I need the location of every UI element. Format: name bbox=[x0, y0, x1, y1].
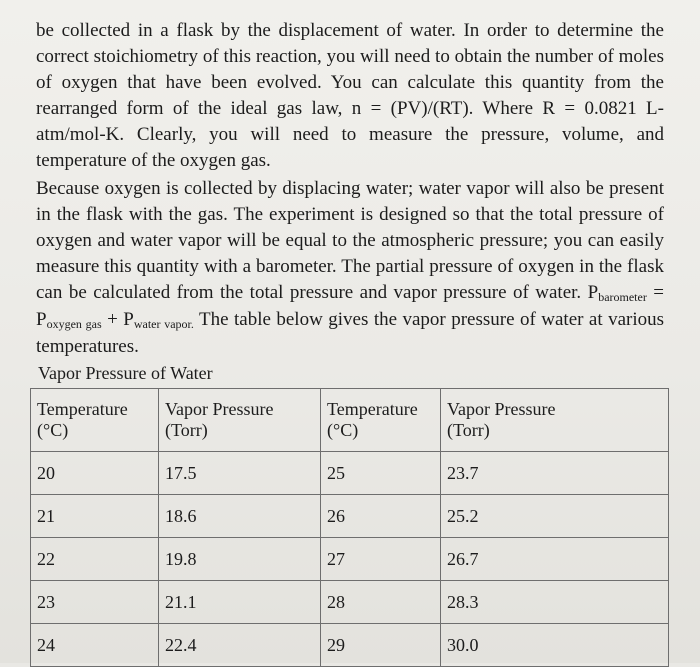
table-cell: 21 bbox=[31, 495, 159, 538]
table-cell: 19.8 bbox=[159, 538, 321, 581]
table-cell: 24 bbox=[31, 624, 159, 667]
table-cell: 17.5 bbox=[159, 452, 321, 495]
table-cell: 25 bbox=[321, 452, 441, 495]
table-cell: 26.7 bbox=[441, 538, 669, 581]
equation-p-water: P bbox=[123, 309, 134, 330]
header-unit: (Torr) bbox=[447, 420, 490, 440]
header-unit: (°C) bbox=[37, 420, 69, 440]
table-cell: 28.3 bbox=[441, 581, 669, 624]
header-unit: (°C) bbox=[327, 420, 359, 440]
equation-period: . bbox=[190, 317, 194, 331]
header-vapor-pressure-2 bbox=[441, 389, 669, 452]
header-temperature-1 bbox=[31, 389, 159, 452]
table-row bbox=[31, 495, 669, 538]
header-label: Vapor Pressure bbox=[447, 399, 556, 419]
table-cell: 26 bbox=[321, 495, 441, 538]
table-cell: 20 bbox=[31, 452, 159, 495]
table-row bbox=[31, 452, 669, 495]
table-cell: 21.1 bbox=[159, 581, 321, 624]
table-cell: 23.7 bbox=[441, 452, 669, 495]
paragraph-ideal-gas: be collected in a flask by the displacement of water. In order to determine the correct stoichiometry of this reaction, you will need to obtain the number of moles of oxygen that have been evolved. You can calculate this quantity from the rearranged form of the ideal gas law, n = (PV)/(RT). Where R = 0.0821 L-atm/mol-K. Clearly, you will need to measure the pressure, volume, and temperature of the oxygen gas. bbox=[36, 20, 664, 171]
vapor-pressure-table bbox=[30, 388, 669, 667]
table-cell: 27 bbox=[321, 538, 441, 581]
header-temperature-2 bbox=[321, 389, 441, 452]
table-cell: 28 bbox=[321, 581, 441, 624]
equation-sub-water: water vapor bbox=[133, 317, 191, 331]
equation-p-barometer: P bbox=[587, 282, 599, 303]
equation-equals: = bbox=[653, 282, 665, 303]
header-unit: (Torr) bbox=[165, 420, 208, 440]
header-label: Vapor Pressure bbox=[165, 399, 274, 419]
table-cell: 30.0 bbox=[441, 624, 669, 667]
table-row bbox=[31, 624, 669, 667]
table-cell: 18.6 bbox=[159, 495, 321, 538]
equation-sub-barometer: barometer bbox=[598, 290, 647, 304]
header-vapor-pressure-1 bbox=[159, 389, 321, 452]
equation-plus: + bbox=[107, 309, 118, 330]
header-label: Temperature bbox=[327, 399, 418, 419]
table-row bbox=[31, 581, 669, 624]
table-row bbox=[31, 538, 669, 581]
table-cell: 29 bbox=[321, 624, 441, 667]
paragraph-vapor-pressure-text: Because oxygen is collected by displacing water; water vapor will also be present in the flask with the gas. The experiment is designed so that the total pressure of oxygen and water vapor will be equal to the atmospheric pressure; you can easily measure this quantity with a barometer. The partial pressure of oxygen in the flask can be calculated from the total pressure and vapor pressure of water. bbox=[36, 178, 664, 303]
table-header-row bbox=[31, 389, 669, 452]
paragraph-vapor-pressure bbox=[36, 176, 664, 360]
equation-p-oxygen: P bbox=[36, 309, 47, 330]
paragraph-vapor-pressure-end: The table below gives the vapor pressure of water at various temperatures. bbox=[36, 309, 665, 357]
table-cell: 22 bbox=[31, 538, 159, 581]
table-cell: 22.4 bbox=[159, 624, 321, 667]
table-cell: 23 bbox=[31, 581, 159, 624]
header-label: Temperature bbox=[37, 399, 128, 419]
table-title: Vapor Pressure of Water bbox=[38, 363, 213, 383]
equation-sub-oxygen: oxygen gas bbox=[46, 317, 102, 331]
table-cell: 25.2 bbox=[441, 495, 669, 538]
